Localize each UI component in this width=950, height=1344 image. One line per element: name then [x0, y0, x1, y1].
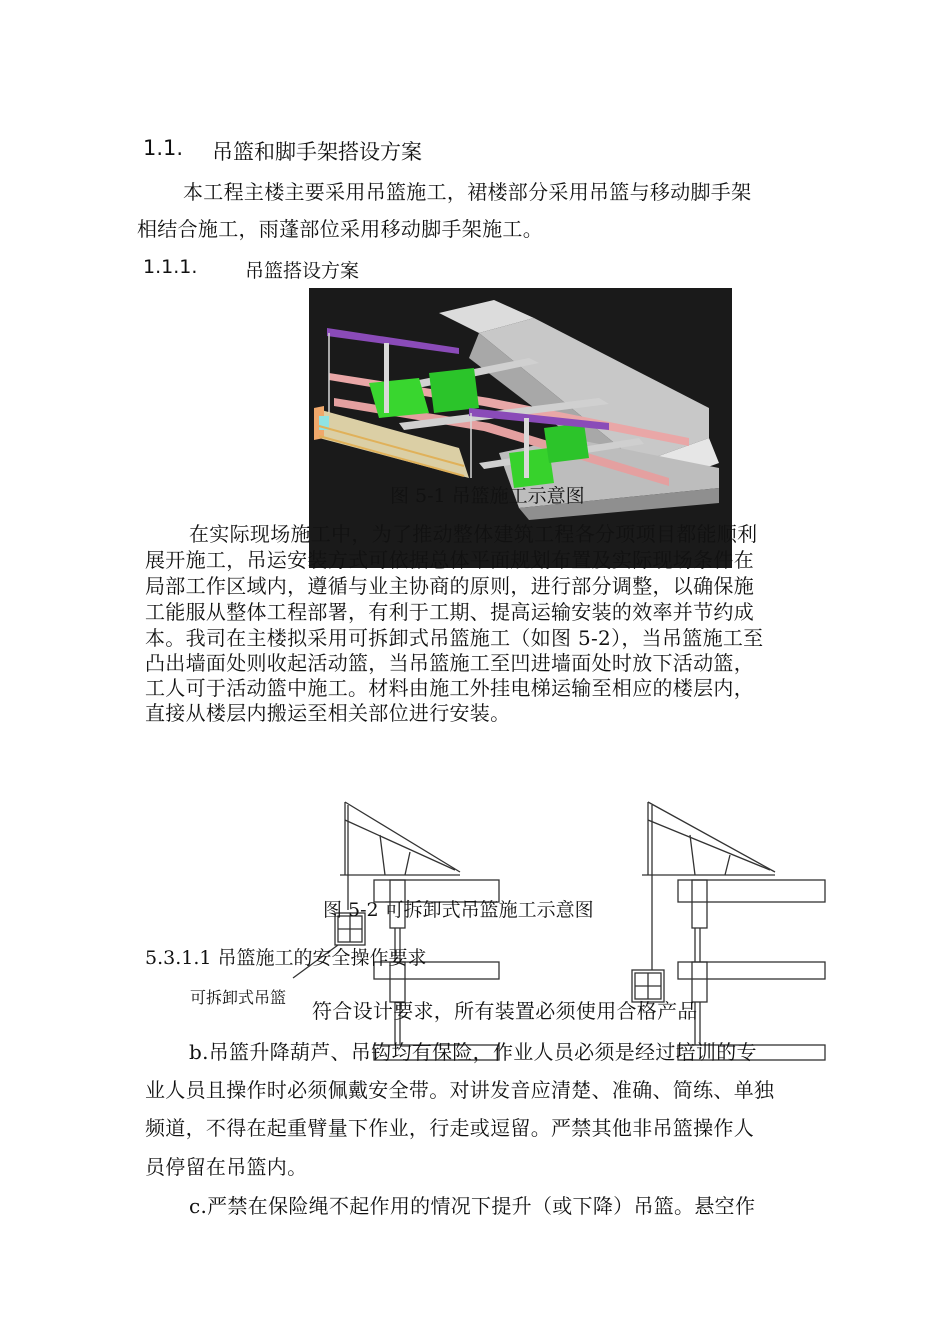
- paragraph-line-6: 凸出墙面处则收起活动篮，当吊篮施工至凹进墙面处时放下活动篮，: [145, 651, 754, 675]
- paragraph-line-2: 展开施工，吊运安装方式可依据总体平面规划布置及实际现场条件在: [145, 548, 754, 572]
- subsection-title: 吊篮搭设方案: [245, 260, 360, 282]
- intro-line-2: 相结合施工，雨蓬部位采用移动脚手架施工。: [137, 217, 543, 241]
- figure-5-1-caption: 图 5-1 吊篮施工示意图: [390, 485, 585, 507]
- safety-item-c-line: c.严禁在保险绳不起作用的情况下提升（或下降）吊篮。悬空作: [189, 1194, 756, 1218]
- safety-item-b-line-4: 员停留在吊篮内。: [145, 1155, 308, 1179]
- safety-item-b-line-2: 业人员且操作时必须佩戴安全带。对讲发音应清楚、准确、简练、单独: [145, 1078, 775, 1102]
- detachable-gondola-label: 可拆卸式吊篮: [190, 988, 287, 1007]
- section-title: 吊篮和脚手架搭设方案: [212, 140, 422, 164]
- paragraph-line-8: 直接从楼层内搬运至相关部位进行安装。: [145, 701, 511, 725]
- subsection-number: 1.1.1.: [143, 256, 198, 278]
- paragraph-line-7: 工人可于活动篮中施工。材料由施工外挂电梯运输至相应的楼层内，: [145, 676, 754, 700]
- safety-heading: 5.3.1.1 吊篮施工的安全操作要求: [145, 947, 427, 969]
- intro-line-1: 本工程主楼主要采用吊篮施工，裙楼部分采用吊篮与移动脚手架: [183, 180, 752, 204]
- safety-item-b-line-1: b.吊篮升降葫芦、吊钩均有保险，作业人员必须是经过培训的专: [189, 1040, 757, 1064]
- paragraph-line-1: 在实际现场施工中，为了推动整体建筑工程各分项项目都能顺利: [189, 522, 758, 546]
- paragraph-line-5: 本。我司在主楼拟采用可拆卸式吊篮施工（如图 5-2），当吊篮施工至: [145, 626, 764, 650]
- safety-item-b-line-3: 频道，不得在起重臂量下作业，行走或逗留。严禁其他非吊篮操作人: [145, 1116, 754, 1140]
- safety-item-a-fragment: 符合设计要求，所有装置必须使用合格产品: [312, 999, 698, 1023]
- section-number: 1.1.: [143, 136, 184, 160]
- paragraph-line-4: 工能服从整体工程部署，有利于工期、提高运输安装的效率并节约成: [145, 600, 754, 624]
- figure-5-2-caption: 图 5-2 可拆卸式吊篮施工示意图: [323, 899, 594, 921]
- paragraph-line-3: 局部工作区域内，遵循与业主协商的原则，进行部分调整，以确保施: [145, 574, 754, 598]
